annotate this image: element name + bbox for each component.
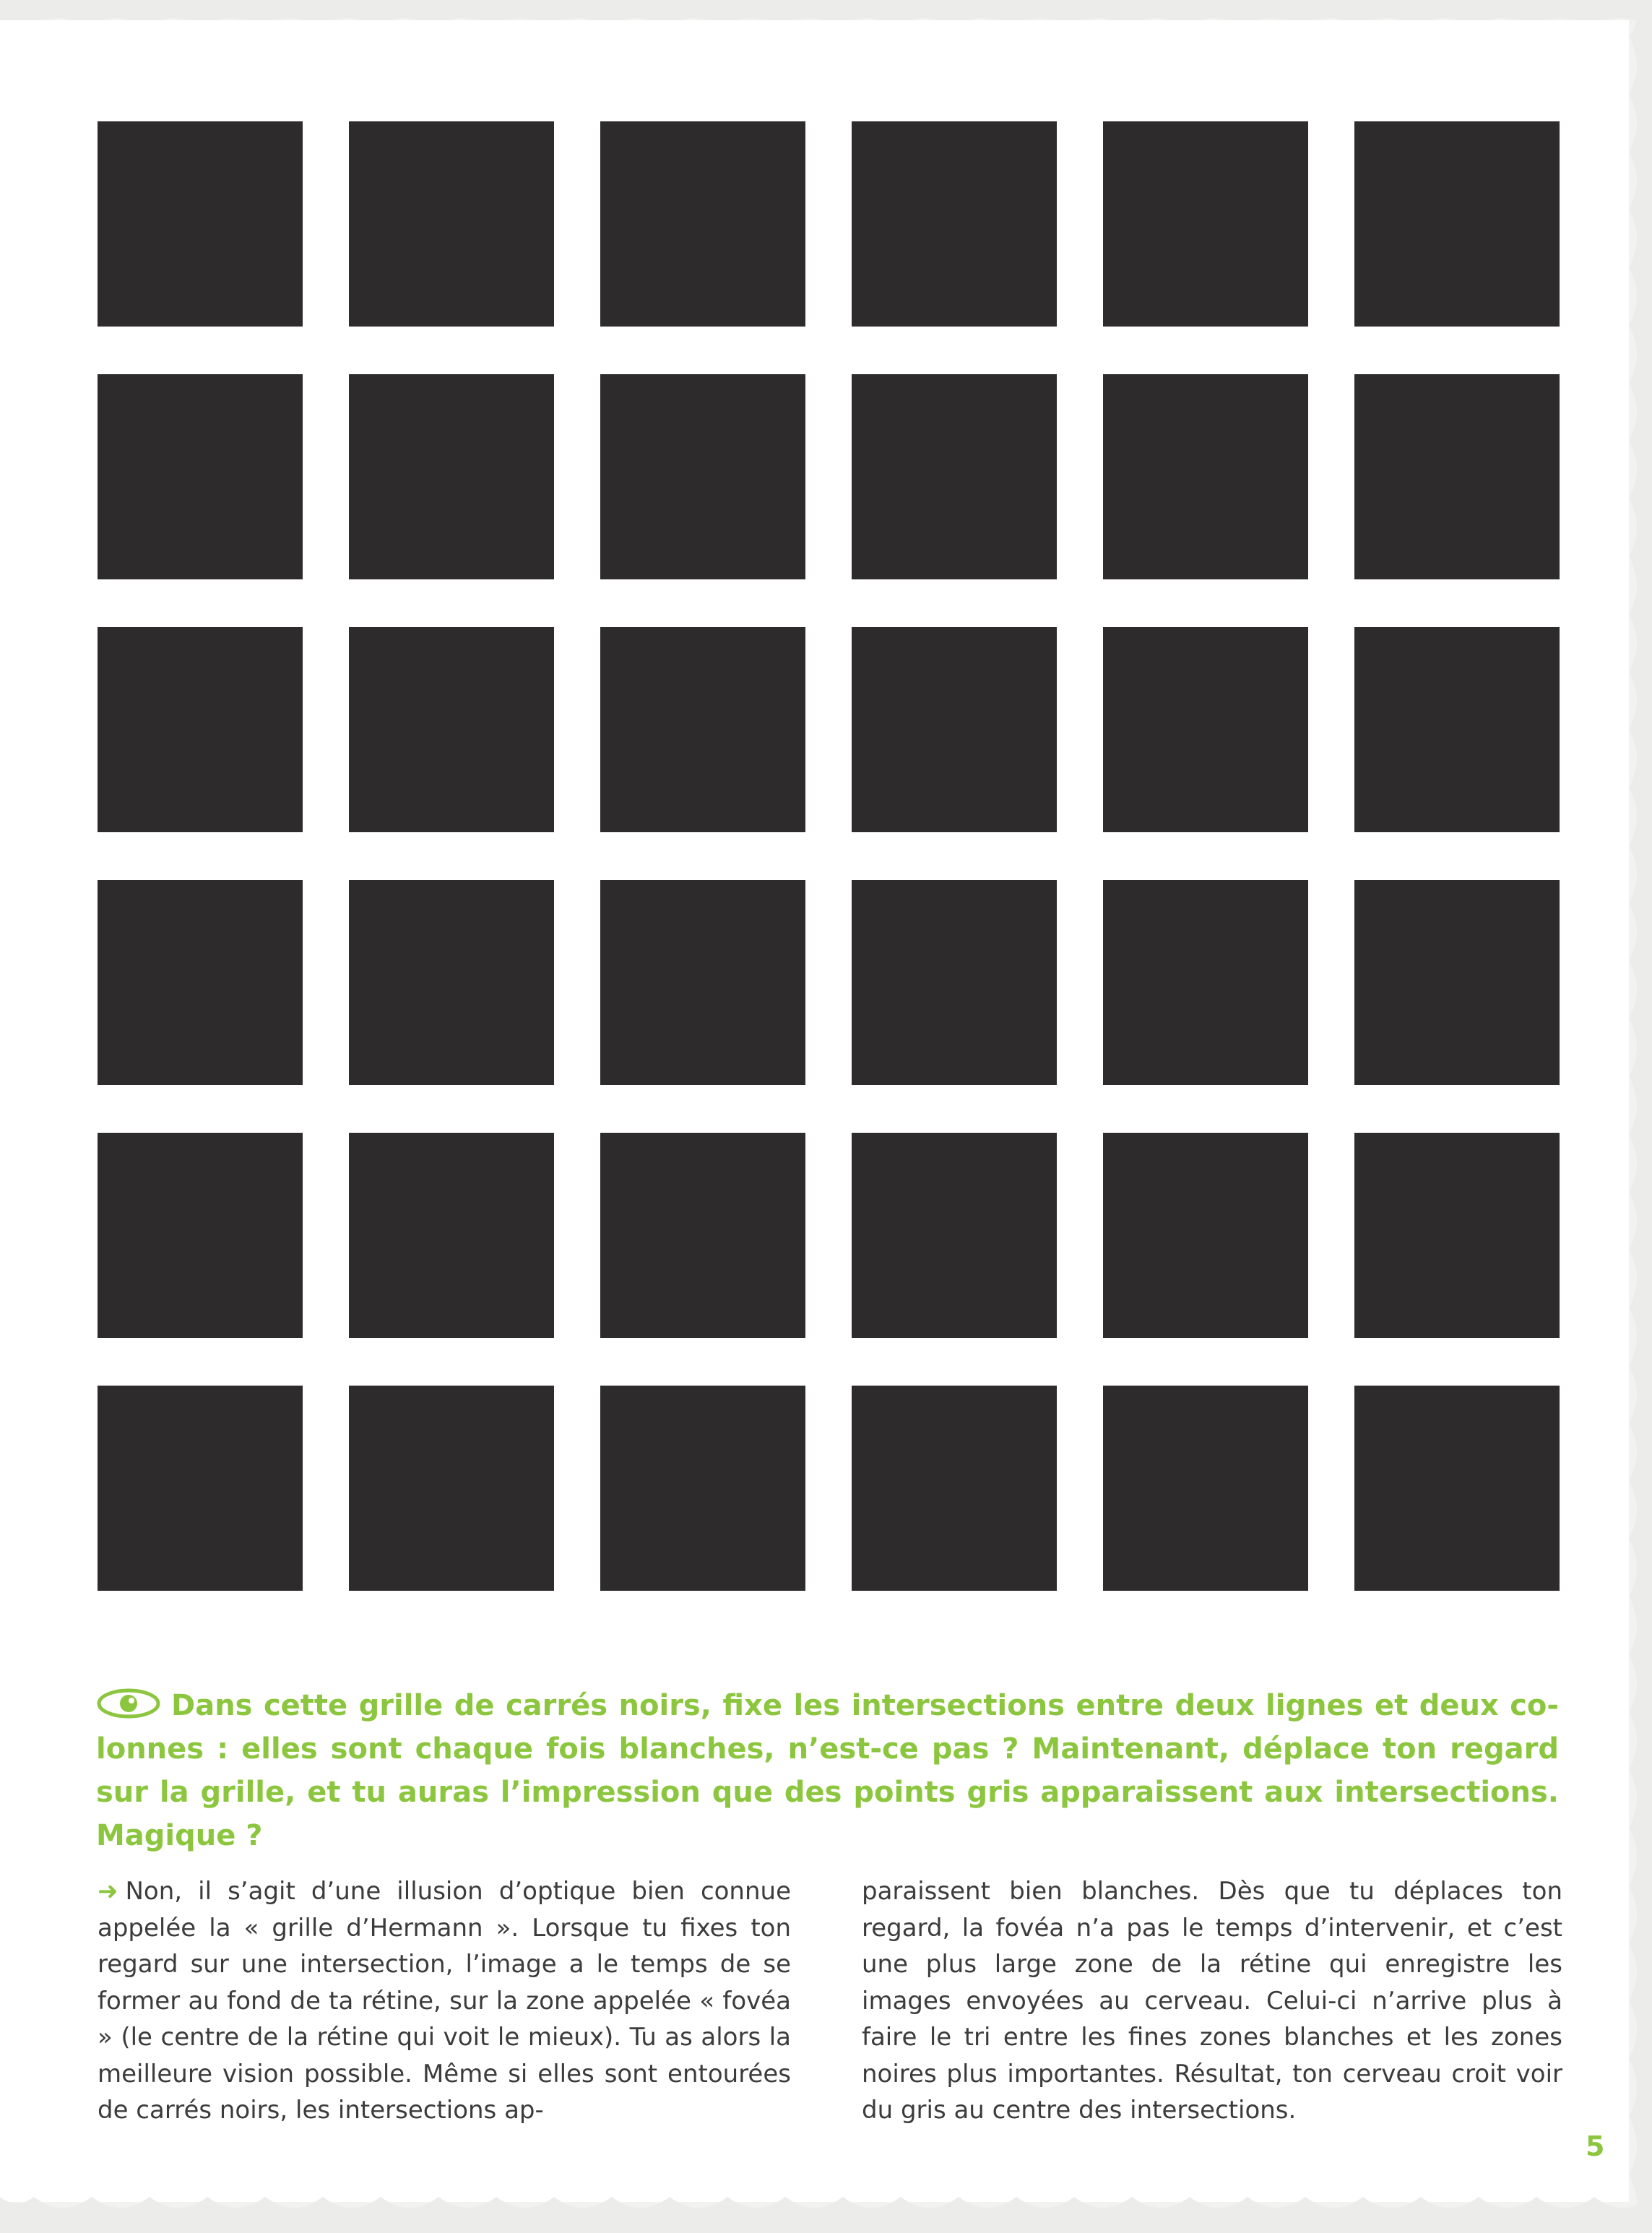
eye-icon [96, 1688, 161, 1719]
grid-square [600, 1386, 805, 1591]
page-number: 5 [1586, 2130, 1605, 2162]
grid-square [98, 374, 303, 579]
grid-square [600, 880, 805, 1085]
arrow-right-icon: ➜ [98, 1877, 118, 1906]
grid-square [349, 880, 554, 1085]
grid-square [349, 1386, 554, 1591]
grid-square [600, 1133, 805, 1338]
grid-square [852, 1386, 1057, 1591]
grid-square [1354, 1386, 1560, 1591]
grid-square [98, 1133, 303, 1338]
answer-text-1: Non, il s’agit d’une illusion d’optique bien connue appelée la « grille d’Hermann ». Lorsque tu fixes ton regard sur une intersection, l’image a le temps de se former au fond de ta rétine, sur la zone appelée « fovéa » (le centre de la rétine qui voit le mieux). Tu as alors la meilleure vision possible. Même si elles sont entourées de carrés noirs, les intersections ap- [98, 1877, 791, 2125]
hermann-grid [0, 20, 1652, 1638]
grid-square [852, 627, 1057, 832]
grid-square [1354, 1133, 1560, 1338]
grid-square [98, 627, 303, 832]
grid-square [1354, 627, 1560, 832]
grid-square [98, 880, 303, 1085]
grid-square [349, 627, 554, 832]
grid-square [852, 880, 1057, 1085]
grid-square [349, 1133, 554, 1338]
grid-square [1103, 1133, 1308, 1338]
grid-square [1103, 1386, 1308, 1591]
grid-square [852, 121, 1057, 327]
grid-square [852, 374, 1057, 579]
grid-square [98, 1386, 303, 1591]
grid-square [1103, 880, 1308, 1085]
grid-square [1103, 374, 1308, 579]
question-text [96, 1684, 1559, 1857]
grid-square [349, 374, 554, 579]
scalloped-edge-bottom [0, 2175, 1652, 2233]
scalloped-edge-right [1623, 0, 1652, 2233]
question-label: Dans cette grille de carrés noirs, fixe les intersections entre deux lignes et deux co-lonnes : elles sont chaque fois blanches, n’est-ce pas ? Maintenant, déplace ton regard sur la grille, et tu auras l’impression que des points gris apparaissent aux intersections. Magique ? [96, 1689, 1559, 1852]
grid-square [1354, 880, 1560, 1085]
grid-square [1354, 374, 1560, 579]
grid-square [600, 121, 805, 327]
grid-square [98, 121, 303, 327]
grid-square [852, 1133, 1057, 1338]
answer-column-2 [862, 1873, 1562, 2129]
page-sheet [0, 20, 1629, 2202]
grid-square [349, 121, 554, 327]
answer-column-1 [98, 1873, 791, 2129]
grid-square [1103, 627, 1308, 832]
grid-square [1354, 121, 1560, 327]
grid-square [600, 374, 805, 579]
grid-square [1103, 121, 1308, 327]
grid-square [600, 627, 805, 832]
answer-text-2: paraissent bien blanches. Dès que tu déplaces ton regard, la fovéa n’a pas le temps d’intervenir, et c’est une plus large zone de la rétine qui enregistre les images envoyées au cerveau. Celui-ci n’arrive plus à faire le tri entre les fines zones blanches et les zones noires plus importantes. Résultat, ton cerveau croit voir du gris au centre des intersections. [862, 1877, 1562, 2125]
